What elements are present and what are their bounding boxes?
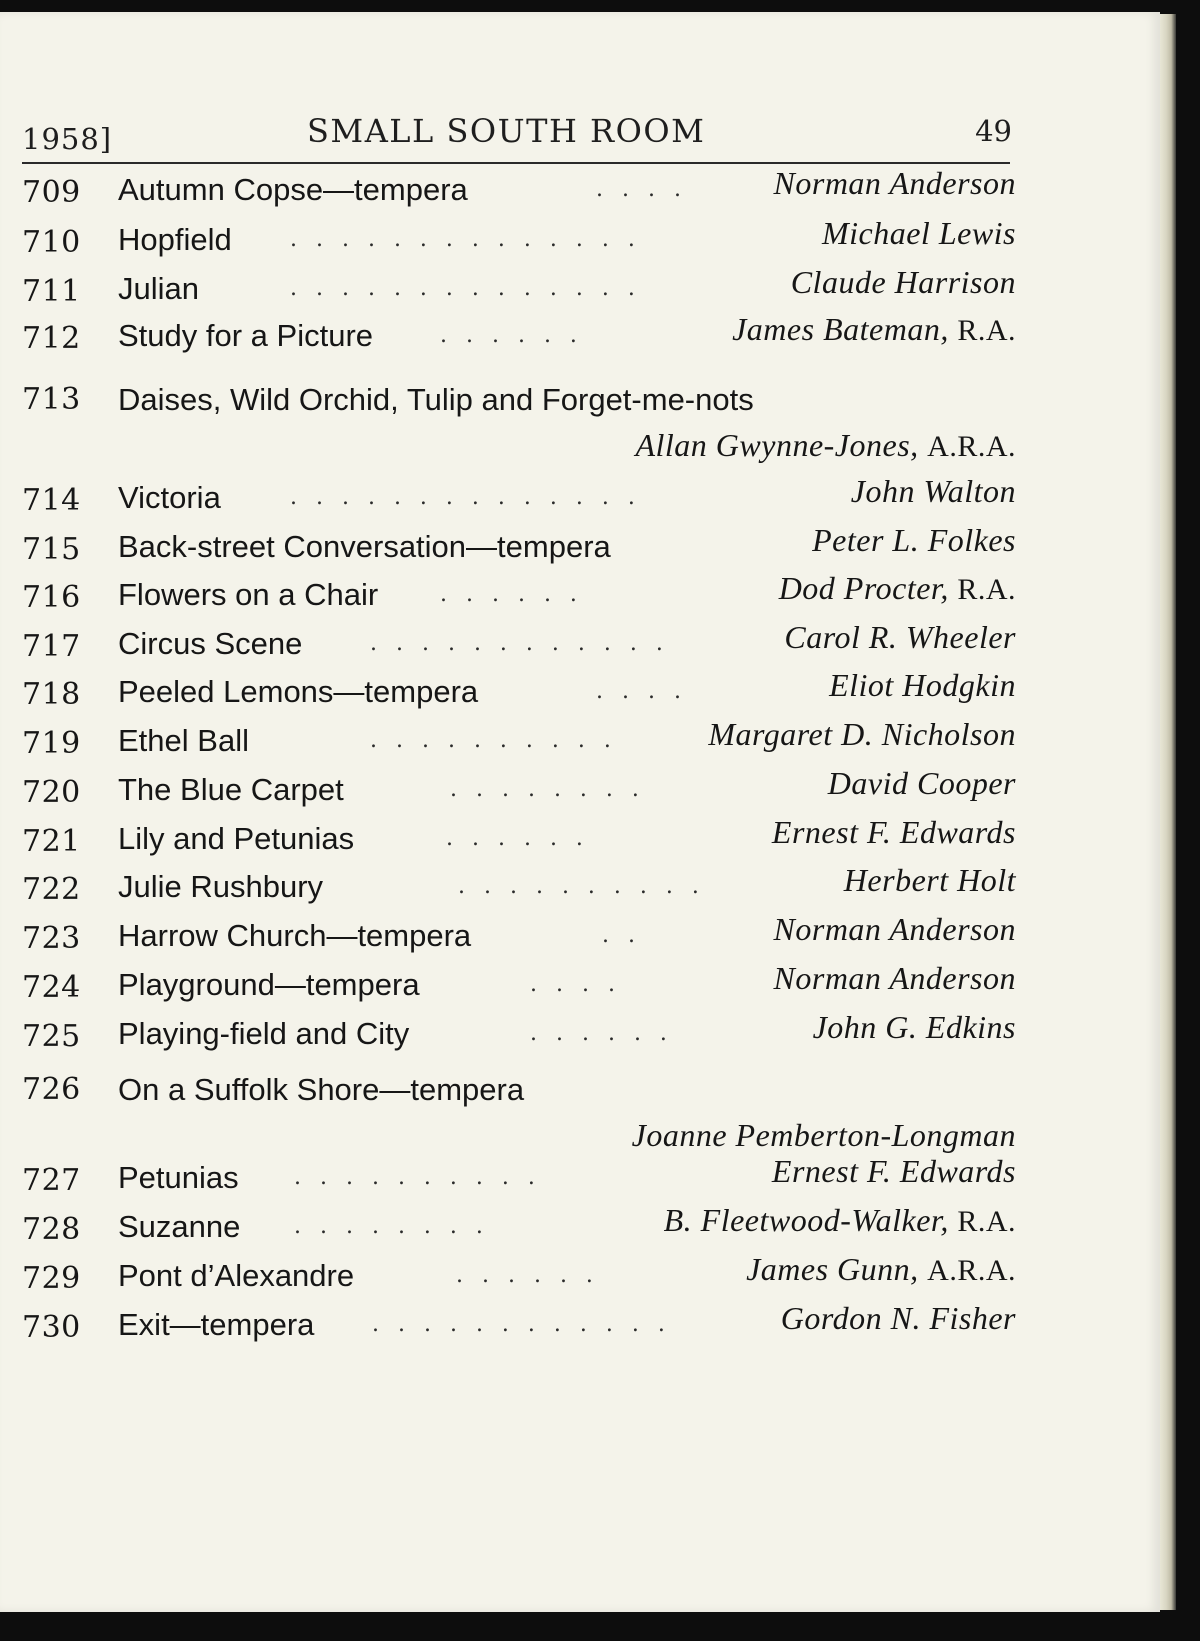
artist-name: Michael Lewis <box>821 215 1016 251</box>
entry-number: 719 <box>22 726 81 761</box>
artist-name: James Bateman, <box>732 311 949 347</box>
entry-title: Peeled Lemons—tempera <box>118 674 479 709</box>
catalogue-entry <box>0 713 1160 761</box>
dot-leader: . . . . . . . . <box>294 1214 489 1239</box>
dot-leader: . . . . <box>596 177 687 202</box>
artist-honours: R.A. <box>957 314 1016 347</box>
catalogue-entry <box>0 762 1160 810</box>
entry-artist <box>844 862 1016 899</box>
catalogue-entry <box>0 380 1160 466</box>
artist-name: John Walton <box>850 473 1016 509</box>
entry-artist <box>829 667 1016 704</box>
entry-number: 713 <box>22 382 81 417</box>
dot-leader: . . . . . . <box>440 582 583 607</box>
entry-title: Hopfield <box>118 222 232 257</box>
dot-leader: . . . . . . . . . . . . . . <box>290 485 641 510</box>
entry-title: Study for a Picture <box>118 318 374 353</box>
running-head-title: SMALL SOUTH ROOM <box>307 112 706 150</box>
entry-artist <box>632 1117 1016 1154</box>
entry-artist <box>772 814 1016 851</box>
entry-title: Circus Scene <box>118 626 303 661</box>
catalogue-entry <box>0 664 1160 712</box>
entry-artist <box>664 1202 1016 1239</box>
entry-number: 730 <box>22 1310 81 1345</box>
entry-artist <box>774 911 1016 948</box>
entry-number: 725 <box>22 1019 81 1054</box>
entry-artist <box>732 311 1016 348</box>
entry-number: 716 <box>22 580 81 615</box>
dot-leader: . . . . <box>530 972 621 997</box>
entry-artist <box>791 264 1016 301</box>
entry-title: Daises, Wild Orchid, Tulip and Forget-me-nots <box>118 382 754 417</box>
artist-name: John G. Edkins <box>812 1009 1016 1045</box>
entry-title: Playground—tempera <box>118 967 420 1002</box>
artist-name: Joanne Pemberton-Longman <box>631 1117 1016 1153</box>
catalogue-entry <box>0 1199 1160 1247</box>
entry-number: 711 <box>22 274 81 309</box>
dot-leader: . . . . . . <box>446 826 589 851</box>
catalogue-entry <box>0 1070 1160 1156</box>
entry-title: Autumn Copse—tempera <box>118 172 468 207</box>
catalogue-entry <box>0 908 1160 956</box>
artist-honours: A.R.A. <box>927 430 1016 463</box>
entry-number: 728 <box>22 1212 81 1247</box>
entry-number: 715 <box>22 532 81 567</box>
catalogue-entry <box>0 567 1160 615</box>
artist-honours: A.R.A. <box>927 1254 1016 1287</box>
running-head-year: 1958] <box>22 122 113 156</box>
artist-name: Eliot Hodgkin <box>829 667 1016 703</box>
dot-leader: . . . . . . . . . . <box>370 728 617 753</box>
catalogue-entry <box>0 470 1160 518</box>
entry-number: 723 <box>22 921 81 956</box>
entry-number: 717 <box>22 629 81 664</box>
entry-number: 714 <box>22 483 81 518</box>
entry-title: Back-street Conversation—tempera <box>118 529 611 564</box>
entry-number: 729 <box>22 1261 81 1296</box>
entry-artist <box>851 473 1016 510</box>
catalogue-entry <box>0 1150 1160 1198</box>
catalogue-entry <box>0 519 1160 567</box>
dot-leader: . . . . . . <box>530 1021 673 1046</box>
entry-artist <box>746 1251 1016 1288</box>
entry-number: 721 <box>22 824 81 859</box>
entry-number: 712 <box>22 321 81 356</box>
artist-name: Norman Anderson <box>773 165 1016 201</box>
entry-number: 722 <box>22 872 81 907</box>
artist-name: Dod Procter, <box>778 570 949 606</box>
entry-number: 720 <box>22 775 81 810</box>
catalogue-entry <box>0 162 1160 210</box>
artist-name: Margaret D. Nicholson <box>708 716 1016 752</box>
artist-name: Herbert Holt <box>843 862 1016 898</box>
dot-leader: . . . . . . . . . . . . . . <box>290 276 641 301</box>
artist-name: B. Fleetwood-Walker, <box>663 1202 949 1238</box>
entry-artist <box>772 1153 1016 1190</box>
entry-title: Petunias <box>118 1160 239 1195</box>
entry-title: Flowers on a Chair <box>118 577 379 612</box>
catalogue-entry <box>0 811 1160 859</box>
entry-artist <box>784 619 1016 656</box>
entry-number: 709 <box>22 175 81 210</box>
entry-title: Exit—tempera <box>118 1307 315 1342</box>
dot-leader: . . . . . . . . . . <box>294 1165 541 1190</box>
dot-leader: . . . . . . . . . . . . <box>372 1312 671 1337</box>
artist-name: David Cooper <box>827 765 1016 801</box>
entry-number: 724 <box>22 970 81 1005</box>
catalogue-entry <box>0 1006 1160 1054</box>
page-edge <box>1160 14 1176 1610</box>
entry-title: Julie Rushbury <box>118 869 324 904</box>
dot-leader: . . . . . . . . . . . . <box>370 631 669 656</box>
entry-artist <box>812 522 1016 559</box>
entry-title: Victoria <box>118 480 221 515</box>
dot-leader: . . . . . . . . . . <box>458 874 705 899</box>
page-number: 49 <box>975 114 1012 148</box>
entry-title: Suzanne <box>118 1209 241 1244</box>
dot-leader: . . <box>602 923 641 948</box>
catalogue-entry <box>0 859 1160 907</box>
entry-artist <box>781 1300 1016 1337</box>
entry-number: 718 <box>22 677 81 712</box>
entry-number: 726 <box>22 1072 81 1107</box>
entry-title: Julian <box>118 271 199 306</box>
dot-leader: . . . . . . . . <box>450 777 645 802</box>
catalogue-entry <box>0 261 1160 309</box>
artist-name: Claude Harrison <box>790 264 1016 300</box>
entry-number: 710 <box>22 225 81 260</box>
artist-name: Carol R. Wheeler <box>784 619 1016 655</box>
catalogue-entry <box>0 308 1160 356</box>
entry-title: Ethel Ball <box>118 723 249 758</box>
entry-title: Playing-field and City <box>118 1016 410 1051</box>
entry-artist <box>774 960 1016 997</box>
dot-leader: . . . . . . <box>440 323 583 348</box>
entry-title: Harrow Church—tempera <box>118 918 472 953</box>
catalogue-entry <box>0 1297 1160 1345</box>
entry-title: Lily and Petunias <box>118 821 355 856</box>
entry-artist <box>635 427 1016 464</box>
artist-name: Ernest F. Edwards <box>771 1153 1016 1189</box>
entry-artist <box>822 215 1016 252</box>
entry-title: The Blue Carpet <box>118 772 344 807</box>
entry-artist <box>774 165 1016 202</box>
dot-leader: . . . . <box>596 679 687 704</box>
artist-name: Ernest F. Edwards <box>771 814 1016 850</box>
entry-artist <box>708 716 1016 753</box>
artist-honours: R.A. <box>957 573 1016 606</box>
dot-leader: . . . . . . <box>456 1263 599 1288</box>
artist-name: James Gunn, <box>746 1251 919 1287</box>
artist-name: Norman Anderson <box>773 911 1016 947</box>
entry-title: Pont d’Alexandre <box>118 1258 355 1293</box>
entry-number: 727 <box>22 1163 81 1198</box>
artist-name: Allan Gwynne-Jones, <box>635 427 919 463</box>
catalogue-entry <box>0 616 1160 664</box>
catalogue-entry <box>0 957 1160 1005</box>
dot-leader: . . . . . . . . . . . . . . <box>290 227 641 252</box>
artist-name: Norman Anderson <box>773 960 1016 996</box>
entry-artist <box>828 765 1016 802</box>
entry-artist <box>779 570 1016 607</box>
catalogue-entry <box>0 1248 1160 1296</box>
artist-honours: R.A. <box>957 1205 1016 1238</box>
entry-title: On a Suffolk Shore—tempera <box>118 1072 525 1107</box>
entry-artist <box>813 1009 1016 1046</box>
artist-name: Peter L. Folkes <box>812 522 1016 558</box>
artist-name: Gordon N. Fisher <box>780 1300 1016 1336</box>
catalogue-entry <box>0 212 1160 260</box>
